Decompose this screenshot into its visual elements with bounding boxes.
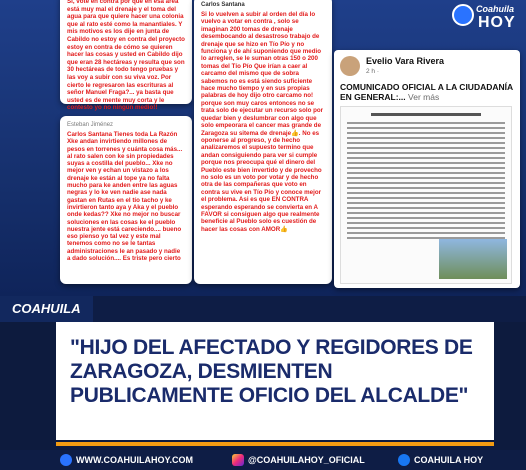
avatar [340, 56, 360, 76]
comment-card-1 [60, 0, 192, 112]
facebook-link[interactable] [398, 454, 483, 466]
group-photo [439, 239, 507, 279]
logo-text-small: Coahuila [476, 4, 515, 14]
post-text [340, 82, 520, 102]
logo-text-big: HOY [478, 14, 516, 31]
post-author[interactable]: Evelio Vara Rivera [366, 56, 445, 66]
official-document-image [340, 106, 512, 284]
logo-icon [452, 4, 474, 26]
comment-author: Carlos Santana [201, 2, 245, 8]
see-more-link[interactable]: Ver más [405, 92, 440, 102]
post-time: 2 h · [366, 68, 380, 75]
comment-card-2 [60, 116, 192, 284]
globe-icon [60, 454, 72, 466]
post-body: COMUNICADO OFICIAL A LA CIUDADANÍA EN GENERAL:... [340, 82, 513, 102]
facebook-icon [398, 454, 410, 466]
instagram-link[interactable] [232, 454, 365, 466]
comment-text: Si lo vuelven a subir al orden del día lo vuelvo a votar en contra , solo se imaginan 200 tomas de drenaje desembocando al desastroso trabajo de drenaje que se hizo en Tío Pío y no funciona y de ahí suponiendo que medio lo arreglen, se le suman otras 150 o 200 tomas del Tío Pío Que irían a caer al carcamo del mismo que de sobra sabemos no es está siendo suficiente hace mucho tiempo y en sus propias palabras de hoy dijo otro carcamo no! porque son muy caros entonces no se trata solo de ejecutar un recurso solo por quedar bien y deslumbrar con algo que solo empeorara el cancer mas grande de Zaragoza su sitema de drenaje👍. No es oponerse al progreso, y de hecho analizaremos el supuesto termino que andan consiguiendo para ver si cumple porque nos preocupa qué el dinero del Pueblo este bien invertido y de provecho no solo es un voto por votar y de hecho otra de las compañeras que voto en contra su vive en Tío Pío y conoce mejor el problema. Asi es que EN CONTRA esperando esperando se convierta en A FAVOR si consiguen algo que realmente beneficie al Pueblo solo es cuestión de hacer las cosas con AMOR👍 [201, 11, 324, 233]
comment-text: Carlos Santana Tienes toda La Razón Xke andan invirtiendo millones de pesos en torrenes y cuánta cosa más... al rato salen con ke sin propiedades suyas a costilla del pueblo... Xke no mejor ven y echan un vistazo a los drenaje ke están al tope ya no falta mucho para ke anden entre las aguas negras y lo ke ven nadie ase nada gastan en Rutas en el tío tacho y ke invirtieron tanto aya y Aka y el pueblo onde kedas?? Xke no mejor no buscar soluciones en las cosas ke el pueblo nuestra jente está careciendo.... bueno eso pienso yo tal vez y este mal tenemos como no se le tantas administraciones le an pasado y nadie a dado solución.... Es triste pero cierto [67, 131, 183, 263]
comment-author: Esteban Jiménez [67, 122, 114, 128]
footer [0, 450, 526, 470]
facebook-post [334, 50, 520, 288]
comment-card-3 [194, 0, 332, 284]
section-band [0, 296, 526, 322]
coahuila-hoy-logo [452, 4, 522, 38]
website-link[interactable] [60, 454, 193, 466]
instagram-text: @COAHUILAHOY_OFICIAL [248, 455, 365, 465]
section-tag: COAHUILA [0, 296, 93, 322]
headline: "HIJO DEL AFECTADO Y REGIDORES DE ZARAGOZA, DESMIENTEN PUBLICAMENTE OFICIO DEL ALCALDE" [70, 336, 473, 407]
instagram-icon [232, 454, 244, 466]
facebook-text: COAHUILA HOY [414, 455, 484, 465]
accent-bar [56, 442, 494, 446]
website-text: WWW.COAHUILAHOY.COM [76, 455, 193, 465]
comment-text: Si, vote en contra por que en esa área está muy mal el drenaje y el toma del agua para que quiere hacer una colonia que al rato esté como la manantiales. Y mis motivos es los dije en junta de Cabildo no estoy en contra del proyecto estoy en contra de cómo se quieren hacer las cosas y usted en Cabildo dijo que eran 28 hectáreas y resulta que son 30 hectáreas de todo tengo pruebas y las voy a subir con su viva voz. Por cierto le regresaron las escrituras al señor Manuel Fraga?... ya basta que usted es de mente muy corta y le contesto yo no ningún medio!! [67, 0, 185, 112]
